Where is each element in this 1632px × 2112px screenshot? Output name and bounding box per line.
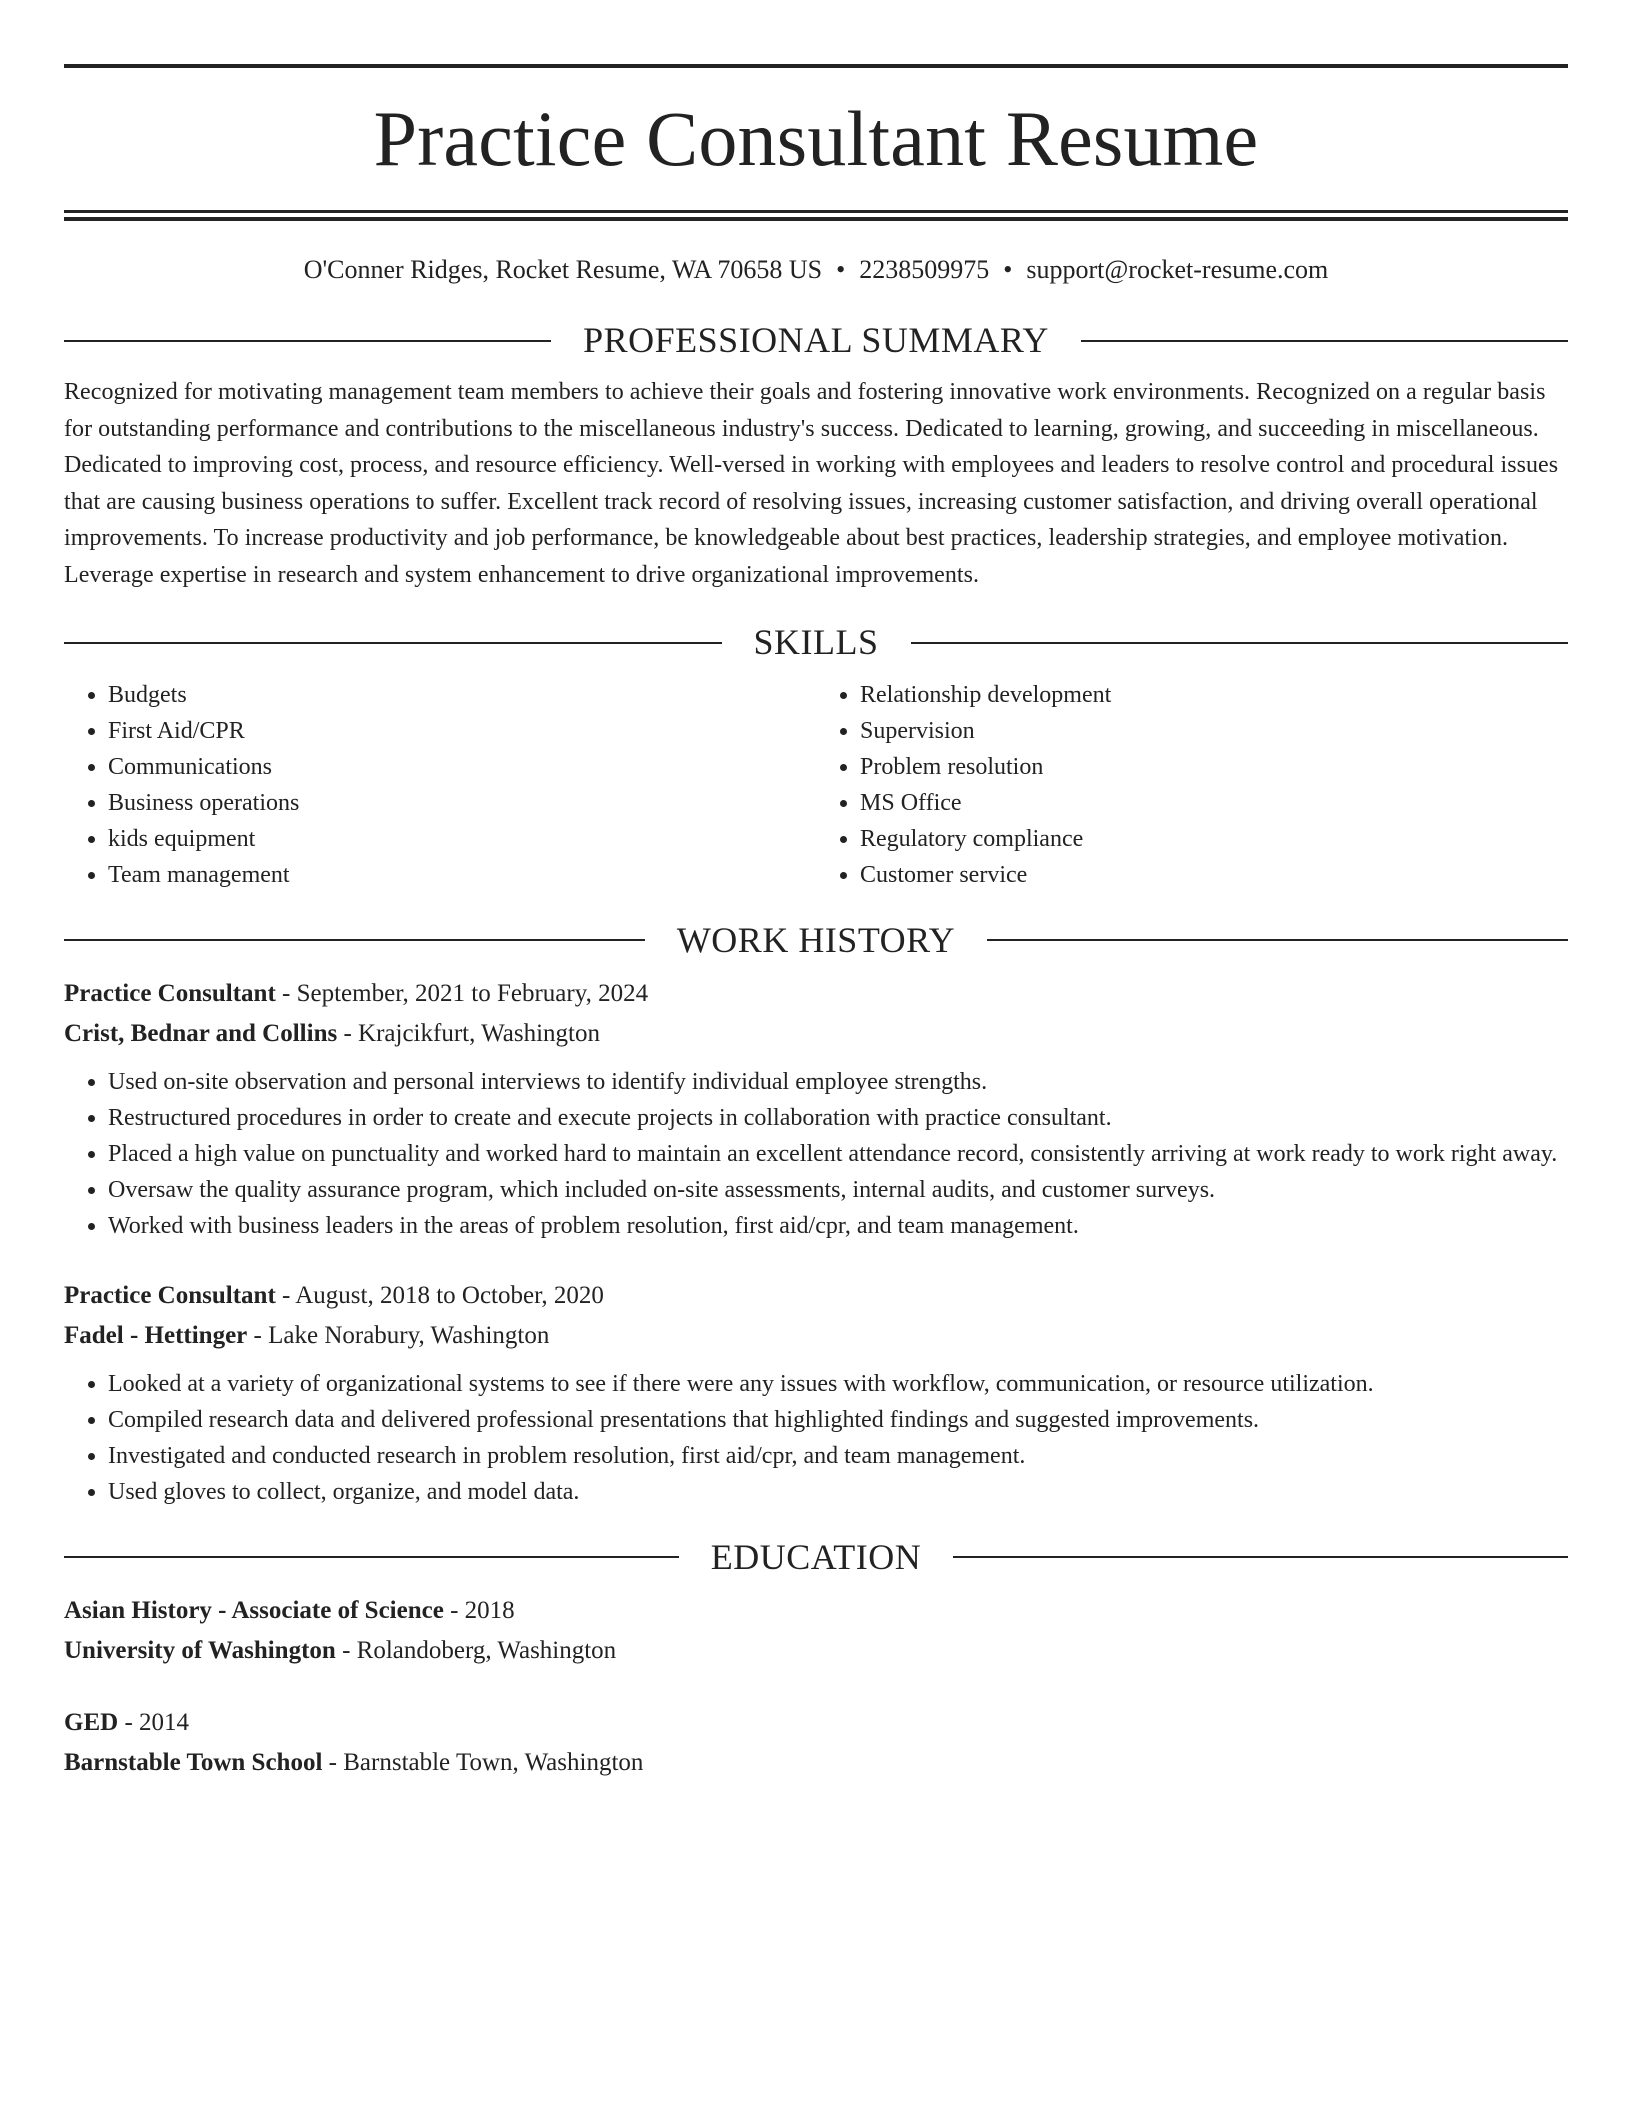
skill-item: • Budgets xyxy=(108,677,816,713)
job-bullet: • Investigated and conducted research in problem resolution, first aid/cpr, and team management. xyxy=(108,1438,1568,1474)
heading-rule xyxy=(953,1556,1568,1558)
skill-item: • MS Office xyxy=(860,785,1568,821)
education-degree: Asian History - Associate of Science xyxy=(64,1596,444,1624)
heading-rule xyxy=(64,1556,679,1558)
skill-item: • Supervision xyxy=(860,713,1568,749)
job-bullets xyxy=(64,1064,1568,1244)
job-title-line xyxy=(64,1276,1568,1316)
contact-email: support@rocket-resume.com xyxy=(1026,255,1329,284)
contact-address: O'Conner Ridges, Rocket Resume, WA 70658 US xyxy=(303,255,823,284)
section-heading-work xyxy=(64,919,1568,962)
education-entry xyxy=(64,1591,1568,1671)
section-title: PROFESSIONAL SUMMARY xyxy=(583,320,1049,361)
skill-item: • Customer service xyxy=(860,857,1568,893)
contact-phone: 2238509975 xyxy=(859,255,990,284)
skills-column-left xyxy=(64,677,816,893)
skill-item: • kids equipment xyxy=(108,821,816,857)
education-location: - Rolandoberg, Washington xyxy=(335,1636,617,1664)
skill-item: • Problem resolution xyxy=(860,749,1568,785)
education-school: Barnstable Town School xyxy=(64,1748,323,1776)
section-heading-summary xyxy=(64,319,1568,362)
education-entry xyxy=(64,1703,1568,1783)
job-company-line xyxy=(64,1316,1568,1356)
skills-column-right xyxy=(816,677,1568,893)
job-location: - Lake Norabury, Washington xyxy=(247,1321,550,1349)
heading-rule xyxy=(64,340,551,342)
job-entry xyxy=(64,974,1568,1244)
skill-item: • Business operations xyxy=(108,785,816,821)
heading-rule xyxy=(987,939,1568,941)
job-company: Crist, Bednar and Collins xyxy=(64,1019,338,1047)
job-bullet: • Restructured procedures in order to create and execute projects in collaboration with practice consultant. xyxy=(108,1100,1568,1136)
contact-line xyxy=(64,254,1568,285)
section-title: WORK HISTORY xyxy=(676,919,956,960)
job-bullet: • Compiled research data and delivered professional presentations that highlighted findings and suggested improvements. xyxy=(108,1402,1568,1438)
education-school-line xyxy=(64,1631,1568,1671)
job-bullet: • Used gloves to collect, organize, and model data. xyxy=(108,1474,1568,1510)
heading-rule xyxy=(911,642,1569,644)
skill-item: • Communications xyxy=(108,749,816,785)
skill-item: • Relationship development xyxy=(860,677,1568,713)
section-title: EDUCATION xyxy=(710,1536,922,1577)
job-title: Practice Consultant xyxy=(64,979,276,1007)
skill-item: • Team management xyxy=(108,857,816,893)
contact-separator: • xyxy=(1003,255,1013,284)
skills-list xyxy=(64,677,1568,893)
education-location: - Barnstable Town, Washington xyxy=(322,1748,644,1776)
top-rule xyxy=(64,64,1568,68)
resume-title: Practice Consultant Resume xyxy=(373,95,1259,182)
job-bullet: • Looked at a variety of organizational systems to see if there were any issues with workflow, communication, or resource utilization. xyxy=(108,1366,1568,1402)
section-heading-skills xyxy=(64,621,1568,664)
job-bullet: • Placed a high value on punctuality and worked hard to maintain an excellent attendance record, consistently arriving at work ready to work right away. xyxy=(108,1136,1568,1172)
education-school-line xyxy=(64,1743,1568,1783)
section-title: SKILLS xyxy=(753,622,879,663)
job-company: Fadel - Hettinger xyxy=(64,1321,248,1349)
job-title: Practice Consultant xyxy=(64,1281,276,1309)
job-bullet: • Worked with business leaders in the areas of problem resolution, first aid/cpr, and team management. xyxy=(108,1208,1568,1244)
job-bullet: • Oversaw the quality assurance program, which included on-site assessments, internal audits, and customer surveys. xyxy=(108,1172,1568,1208)
job-title-line xyxy=(64,974,1568,1014)
job-location: - Krajcikfurt, Washington xyxy=(337,1019,600,1047)
education-degree: GED xyxy=(64,1708,119,1736)
job-dates: - September, 2021 to February, 2024 xyxy=(275,979,649,1007)
job-bullet: • Used on-site observation and personal interviews to identify individual employee strengths. xyxy=(108,1064,1568,1100)
job-dates: - August, 2018 to October, 2020 xyxy=(275,1281,604,1309)
title-double-rule xyxy=(64,210,1568,221)
job-company-line xyxy=(64,1014,1568,1054)
job-entry xyxy=(64,1276,1568,1510)
education-school: University of Washington xyxy=(64,1636,336,1664)
section-heading-education xyxy=(64,1536,1568,1579)
skill-item: • First Aid/CPR xyxy=(108,713,816,749)
education-year: - 2018 xyxy=(443,1596,515,1624)
education-degree-line xyxy=(64,1703,1568,1743)
summary-text: Recognized for motivating management team members to achieve their goals and fostering innovative work environments. Recognized on a regular basis for outstanding performance and contributions to the miscellaneous industry's success. Dedicated to learning, growing, and succeeding in miscellaneous. Dedicated to improving cost, process, and resource efficiency. Well-versed in working with employees and leaders to resolve control and procedural issues that are causing business operations to suffer. Excellent track record of resolving issues, increasing customer satisfaction, and driving overall operational improvements. To increase productivity and job performance, be knowledgeable about best practices, leadership strategies, and employee motivation. Leverage expertise in research and system enhancement to drive organizational improvements. xyxy=(64,379,1559,588)
heading-rule xyxy=(1081,340,1568,342)
heading-rule xyxy=(64,939,645,941)
education-degree-line xyxy=(64,1591,1568,1631)
job-bullets xyxy=(64,1366,1568,1510)
heading-rule xyxy=(64,642,722,644)
contact-separator: • xyxy=(836,255,846,284)
education-year: - 2014 xyxy=(118,1708,190,1736)
skill-item: • Regulatory compliance xyxy=(860,821,1568,857)
